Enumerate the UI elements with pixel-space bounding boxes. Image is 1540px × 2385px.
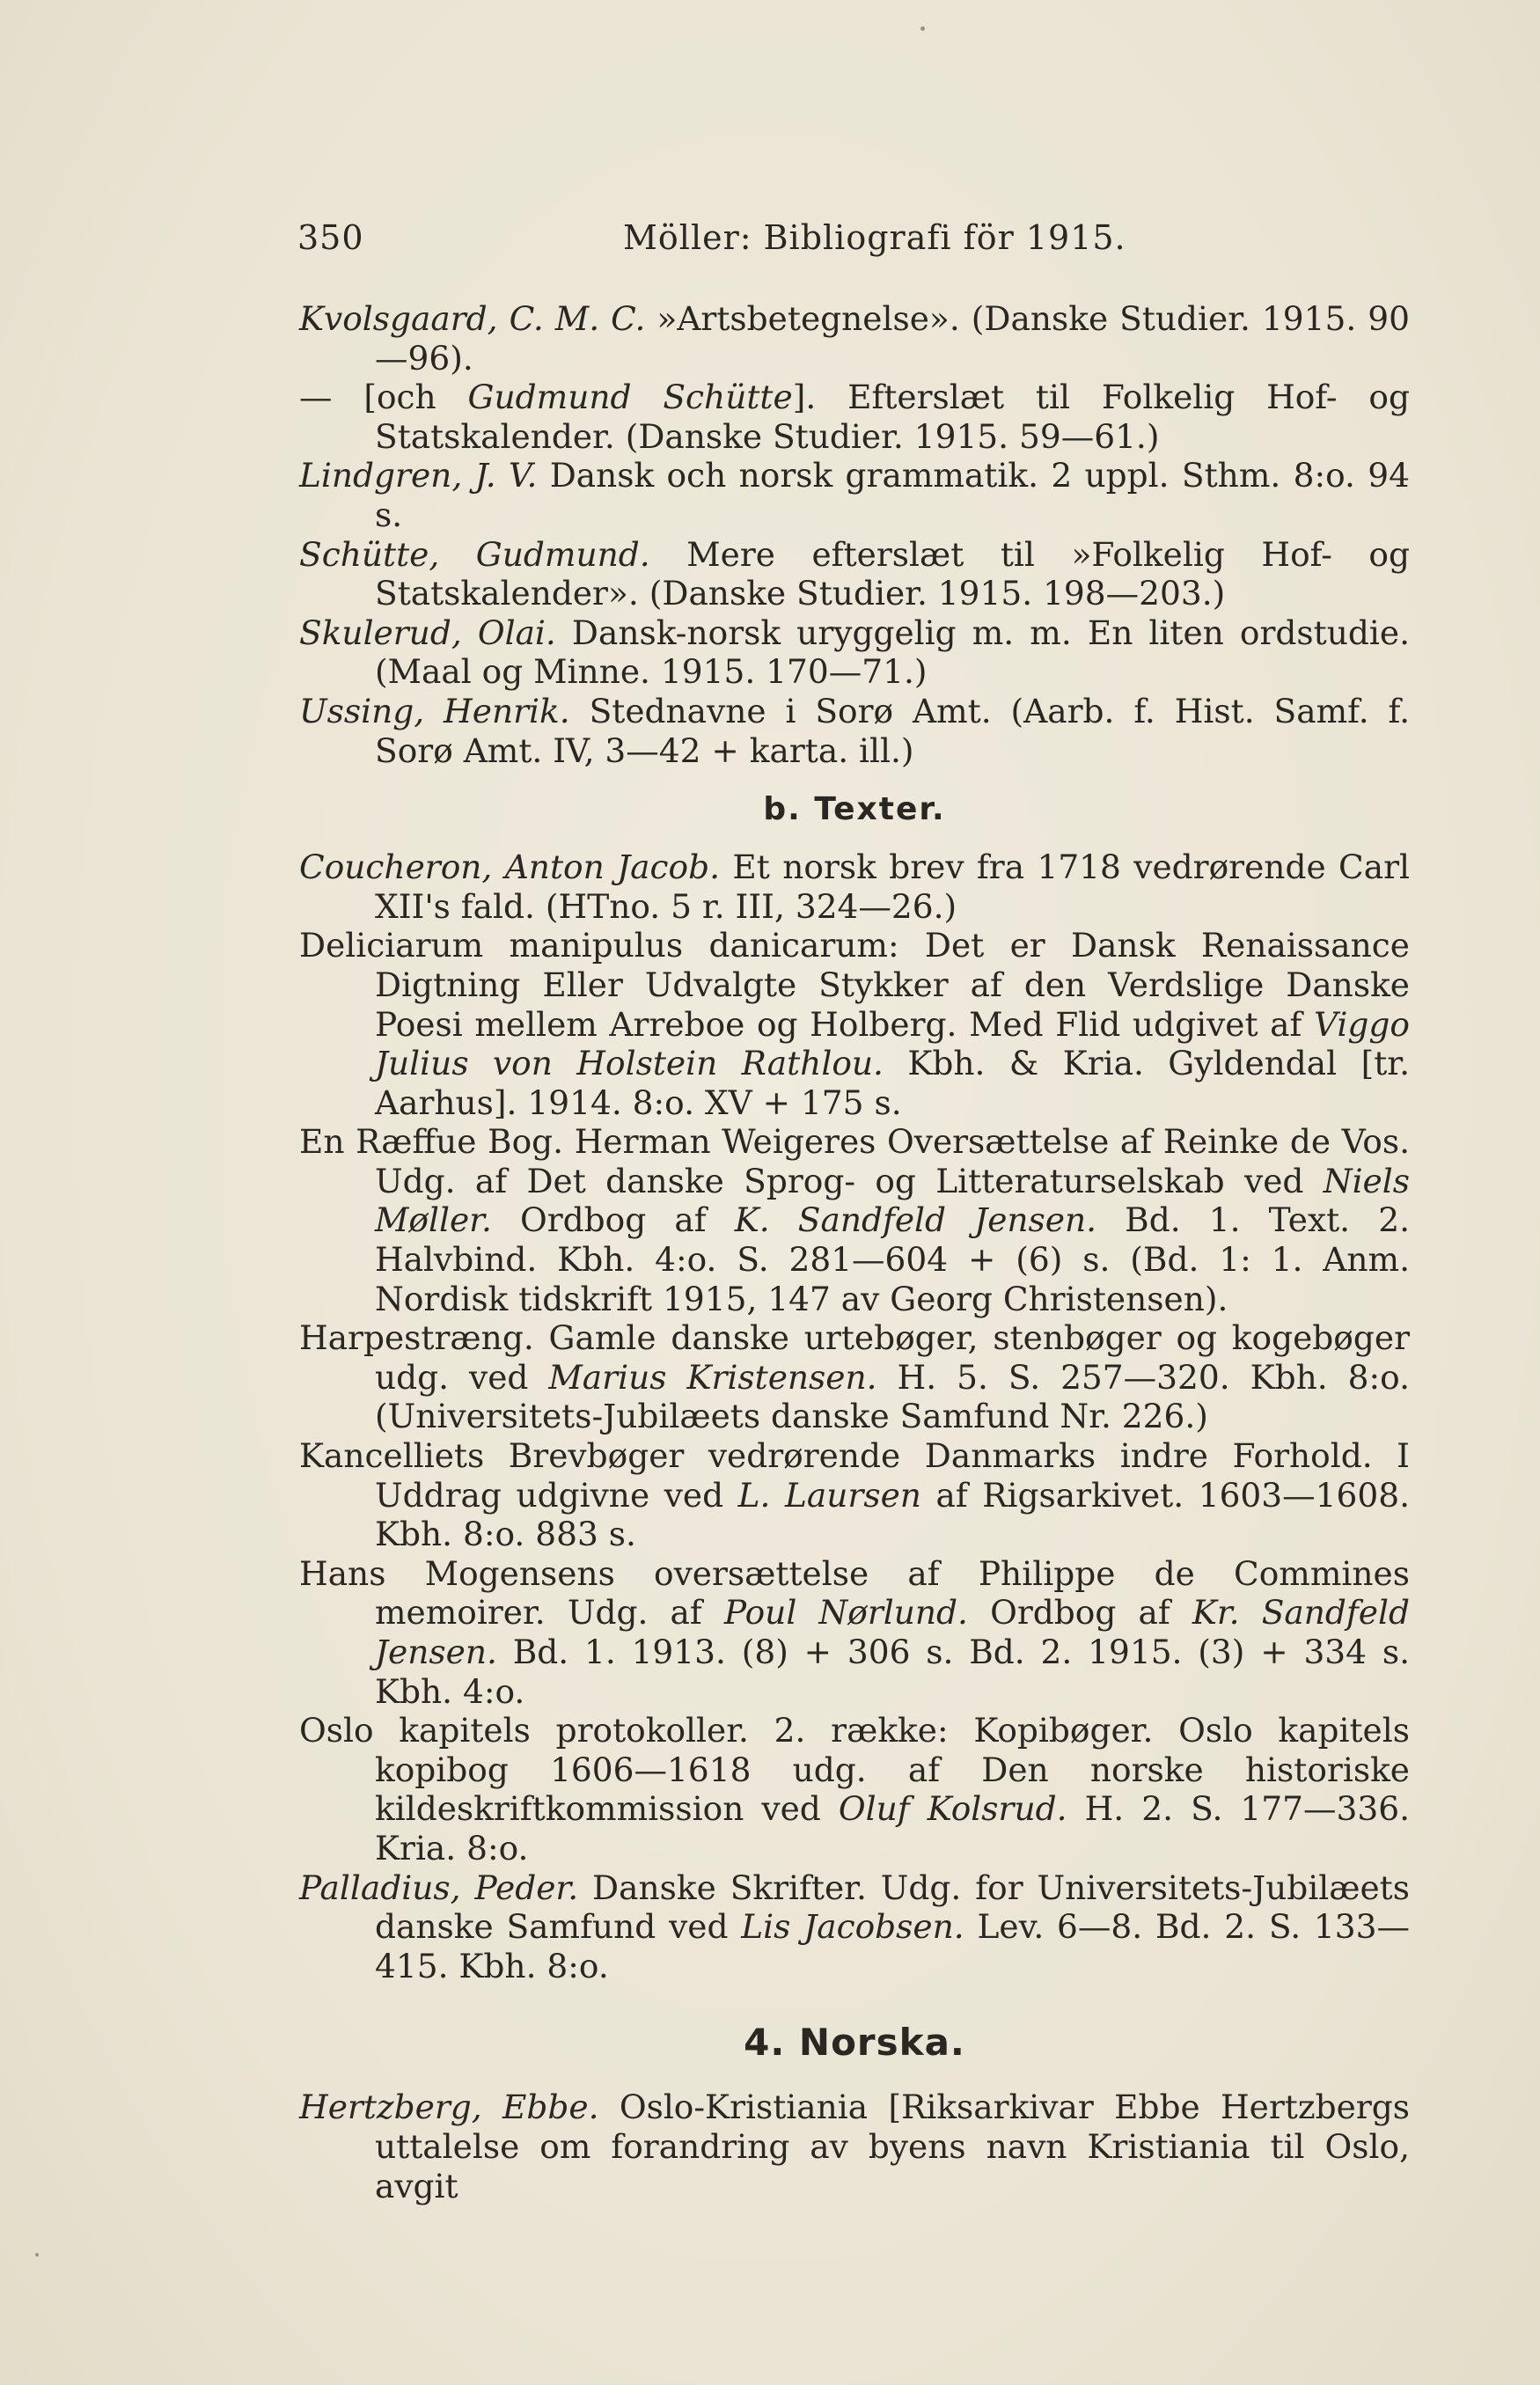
entry-author: Lindgren, J. V.	[299, 456, 538, 495]
entry-author: Schütte, Gudmund.	[299, 534, 650, 574]
bib-entry	[299, 613, 1410, 692]
entry-text: Harpestræng. Gamle danske urtebøger, stenbøger og kogebøger udg. ved	[299, 1318, 1410, 1397]
entry-editor: Marius Kristensen.	[548, 1357, 877, 1397]
bib-entry	[299, 2088, 1410, 2205]
bibliography-body	[299, 299, 1410, 2205]
entry-text: Bd. 1. Text. 2. Halvbind. Kbh. 4:o. S. 281—604 + (6) s. (Bd. 1: 1. Anm. Nordisk tidskrift 1915, 147 av Georg Christensen).	[375, 1200, 1410, 1318]
page-number: 350	[297, 218, 364, 257]
entry-text: Dansk och norsk grammatik. 2 uppl. Sthm. 8:o. 94 s.	[375, 456, 1410, 534]
entry-text: Mere efterslæt til »Folkelig Hof- og Statskalender». (Danske Studier. 1915. 198—203.)	[375, 534, 1410, 613]
bib-entry	[299, 1436, 1410, 1554]
bib-entry	[299, 1711, 1410, 1868]
bib-entry	[299, 1318, 1410, 1436]
paper-speck	[35, 2253, 39, 2257]
bib-entry	[299, 535, 1410, 613]
entry-author: Palladius, Peder.	[299, 1868, 579, 1907]
entry-author: Gudmund Schütte	[467, 378, 793, 417]
section-heading-norska: 4. Norska.	[744, 2021, 965, 2065]
running-header	[297, 218, 1406, 271]
bib-entry	[299, 456, 1410, 534]
bib-entry	[299, 1868, 1410, 1986]
entry-text: »Artsbetegnelse». (Danske Studier. 1915. 90—96).	[375, 299, 1410, 378]
paper-speck	[920, 26, 925, 31]
entry-text: Ordbog af	[491, 1200, 735, 1240]
entry-text: Lev. 6—8. Bd. 2. S. 133—415. Kbh. 8:o.	[375, 1907, 1411, 1985]
bib-entry	[299, 848, 1410, 926]
entry-text: Kbh. & Kria. Gyldendal [tr. Aarhus]. 1914. 8:o. XV + 175 s.	[375, 1044, 1410, 1122]
entry-text: Oslo-Kristiania [Riksarkivar Ebbe Hertzbergs uttalelse om forandring av byens navn Kristiania til Oslo, avgit	[375, 2088, 1410, 2205]
entry-author: Kvolsgaard, C. M. C.	[299, 299, 646, 338]
entry-text: Deliciarum manipulus danicarum: Det er Dansk Renaissance Digtning Eller Udvalgte Stykker af den Verdslige Danske Poesi mellem Arreboe og Holberg. Med Flid udgivet af	[299, 926, 1410, 1044]
subsection-heading-texter: b. Texter.	[763, 791, 946, 828]
entry-editor: Viggo Julius von Holstein Rathlou.	[375, 1004, 1410, 1083]
entry-editor: Kr. Sandfeld Jensen.	[375, 1593, 1410, 1671]
entry-text: H. 2. S. 177—336. Kria. 8:o.	[375, 1789, 1411, 1868]
bib-entry	[299, 926, 1410, 1122]
bib-entry	[299, 378, 1410, 456]
entry-author: Ussing, Henrik.	[299, 691, 570, 730]
entry-author: Hertzberg, Ebbe.	[299, 2088, 599, 2127]
entry-editor: Poul Nørlund.	[723, 1593, 968, 1633]
entry-author: Coucheron, Anton Jacob.	[299, 848, 721, 887]
entry-author: Skulerud, Olai.	[299, 613, 556, 652]
bib-entry	[299, 692, 1410, 770]
entry-text: Danske Skrifter. Udg. for Universitets-Jubilæets danske Samfund ved	[375, 1868, 1410, 1947]
running-title: Möller: Bibliografi för 1915.	[623, 218, 1126, 257]
entry-text: Bd. 1. 1913. (8) + 306 s. Bd. 2. 1915. (3) + 334 s. Kbh. 4:o.	[375, 1633, 1410, 1711]
bib-entry	[299, 1122, 1410, 1318]
entry-text: af Rigsarkivet. 1603—1608. Kbh. 8:o. 883 s.	[375, 1475, 1410, 1554]
entry-text: Oslo kapitels protokoller. 2. række: Kopibøger. Oslo kapitels kopibog 1606—1618 udg. af Den norske historiske kildeskriftkommission ved	[299, 1711, 1410, 1829]
entry-editor: Oluf Kolsrud.	[838, 1789, 1067, 1829]
entry-editor: Lis Jacobsen.	[741, 1907, 964, 1947]
entry-editor: K. Sandfeld Jensen.	[734, 1200, 1097, 1240]
entry-text: Dansk-norsk uryggelig m. m. En liten ordstudie. (Maal og Minne. 1915. 170—71.)	[375, 613, 1410, 692]
entry-text: Hans Mogensens oversættelse af Philippe de Commines memoirer. Udg. af	[299, 1553, 1410, 1633]
entry-text: Kancelliets Brevbøger vedrørende Danmarks indre Forhold. I Uddrag udgivne ved	[299, 1436, 1410, 1515]
entry-text: Stednavne i Sorø Amt. (Aarb. f. Hist. Samf. f. Sorø Amt. IV, 3—42 + karta. ill.)	[375, 691, 1410, 770]
bib-entry	[299, 1554, 1410, 1711]
entry-text: En Ræffue Bog. Herman Weigeres Oversættelse af Reinke de Vos. Udg. af Det danske Sprog- og Litteraturselskab ved	[299, 1122, 1410, 1200]
entry-text: H. 5. S. 257—320. Kbh. 8:o. (Universitets-Jubilæets danske Samfund Nr. 226.)	[375, 1357, 1410, 1436]
entry-editor: Niels Møller.	[375, 1161, 1410, 1240]
entry-editor: L. Laursen	[737, 1475, 921, 1515]
entry-text: Et norsk brev fra 1718 vedrørende Carl XII's fald. (HTno. 5 r. III, 324—26.)	[375, 848, 1410, 926]
entry-prefix: — [och	[299, 378, 468, 417]
bib-entry	[299, 299, 1410, 378]
entry-text: Ordbog af	[967, 1593, 1192, 1633]
entry-text: ]. Efterslæt til Folkelig Hof- og Statskalender. (Danske Studier. 1915. 59—61.)	[375, 378, 1411, 456]
